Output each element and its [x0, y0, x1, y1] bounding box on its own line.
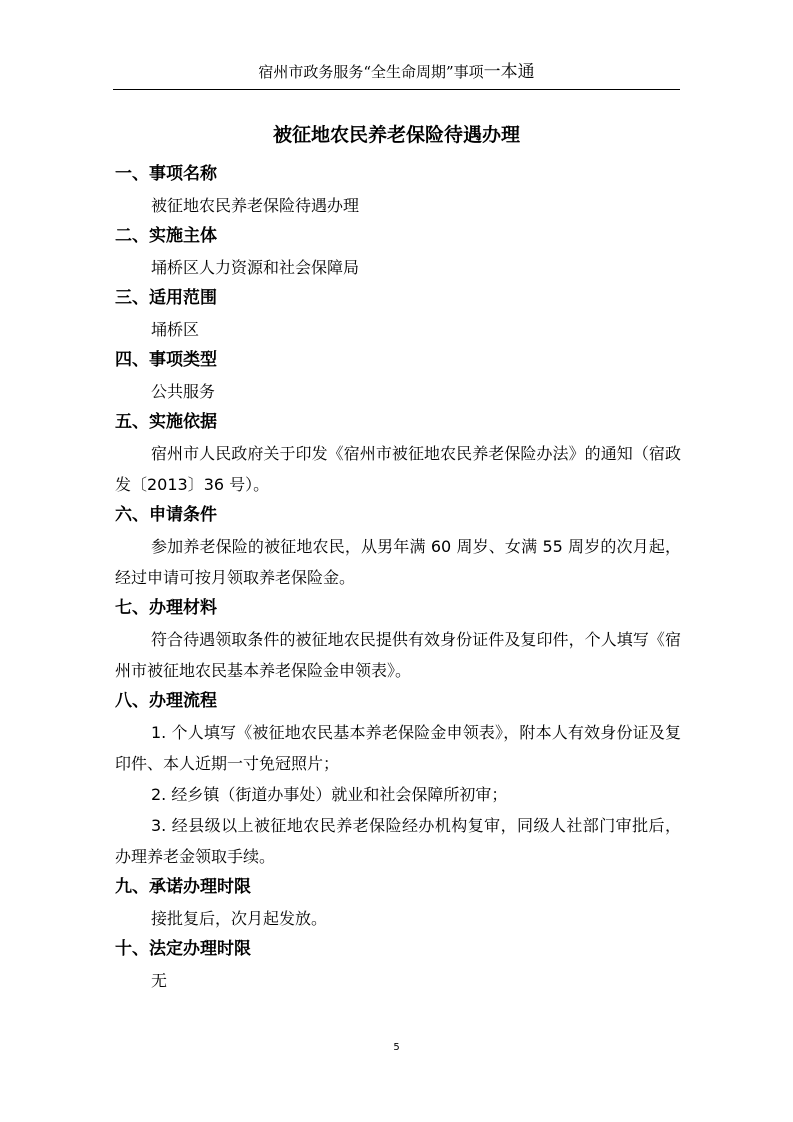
section-item-name: [115, 159, 681, 221]
section-paragraph: 埇桥区: [151, 320, 200, 339]
section-paragraph: 宿州市人民政府关于印发《宿州市被征地农民养老保险办法》的通知（宿政发〔2013〕36 号）。: [115, 444, 681, 494]
section-scope: [115, 283, 681, 345]
section-legal-basis: [115, 407, 681, 500]
section-heading: 七、办理材料: [115, 598, 217, 618]
process-step: 2. 经乡镇（街道办事处）就业和社会保障所初审；: [151, 785, 508, 804]
page-number: 5: [393, 1042, 400, 1053]
section-heading: 二、实施主体: [115, 226, 217, 246]
section-heading: 三、适用范围: [115, 288, 217, 308]
section-heading: 四、事项类型: [115, 350, 217, 370]
section-implementing-body: [115, 221, 681, 283]
section-process: [115, 686, 681, 872]
section-heading: 八、办理流程: [115, 691, 217, 711]
section-paragraph: 符合待遇领取条件的被征地农民提供有效身份证件及复印件，个人填写《宿州市被征地农民基本养老保险金申领表》。: [115, 630, 681, 680]
document-title: 被征地农民养老保险待遇办理: [272, 124, 520, 146]
section-required-materials: [115, 593, 681, 686]
section-heading: 十、法定办理时限: [115, 939, 251, 959]
document-body: [115, 159, 681, 996]
section-paragraph: 接批复后，次月起发放。: [151, 909, 328, 928]
section-application-conditions: [115, 500, 681, 593]
running-header: [0, 62, 793, 82]
section-heading: 五、实施依据: [115, 412, 217, 432]
section-item-type: [115, 345, 681, 407]
section-paragraph: 被征地农民养老保险待遇办理: [151, 196, 360, 215]
section-paragraph: 参加养老保险的被征地农民，从男年满 60 周岁、女满 55 周岁的次月起，经过申请可按月领取养老保险金。: [115, 537, 681, 587]
section-heading: 六、申请条件: [115, 505, 217, 525]
section-statutory-time-limit: [115, 934, 681, 996]
header-rule: [113, 89, 680, 90]
section-heading: 九、承诺办理时限: [115, 877, 251, 897]
section-promised-time-limit: [115, 872, 681, 934]
section-paragraph: 无: [151, 971, 168, 990]
process-step: 1. 个人填写《被征地农民基本养老保险金申领表》，附本人有效身份证及复印件、本人近期一寸免冠照片；: [115, 723, 681, 773]
section-paragraph: 埇桥区人力资源和社会保障局: [151, 258, 360, 277]
running-header-main: 宿州市政务服务“全生命周期”事项: [258, 63, 484, 81]
section-heading: 一、事项名称: [115, 164, 217, 184]
running-header-tail: 一本通: [483, 62, 535, 82]
process-step: 3. 经县级以上被征地农民养老保险经办机构复审，同级人社部门审批后，办理养老金领取手续。: [115, 816, 681, 866]
section-paragraph: 公共服务: [151, 382, 216, 401]
